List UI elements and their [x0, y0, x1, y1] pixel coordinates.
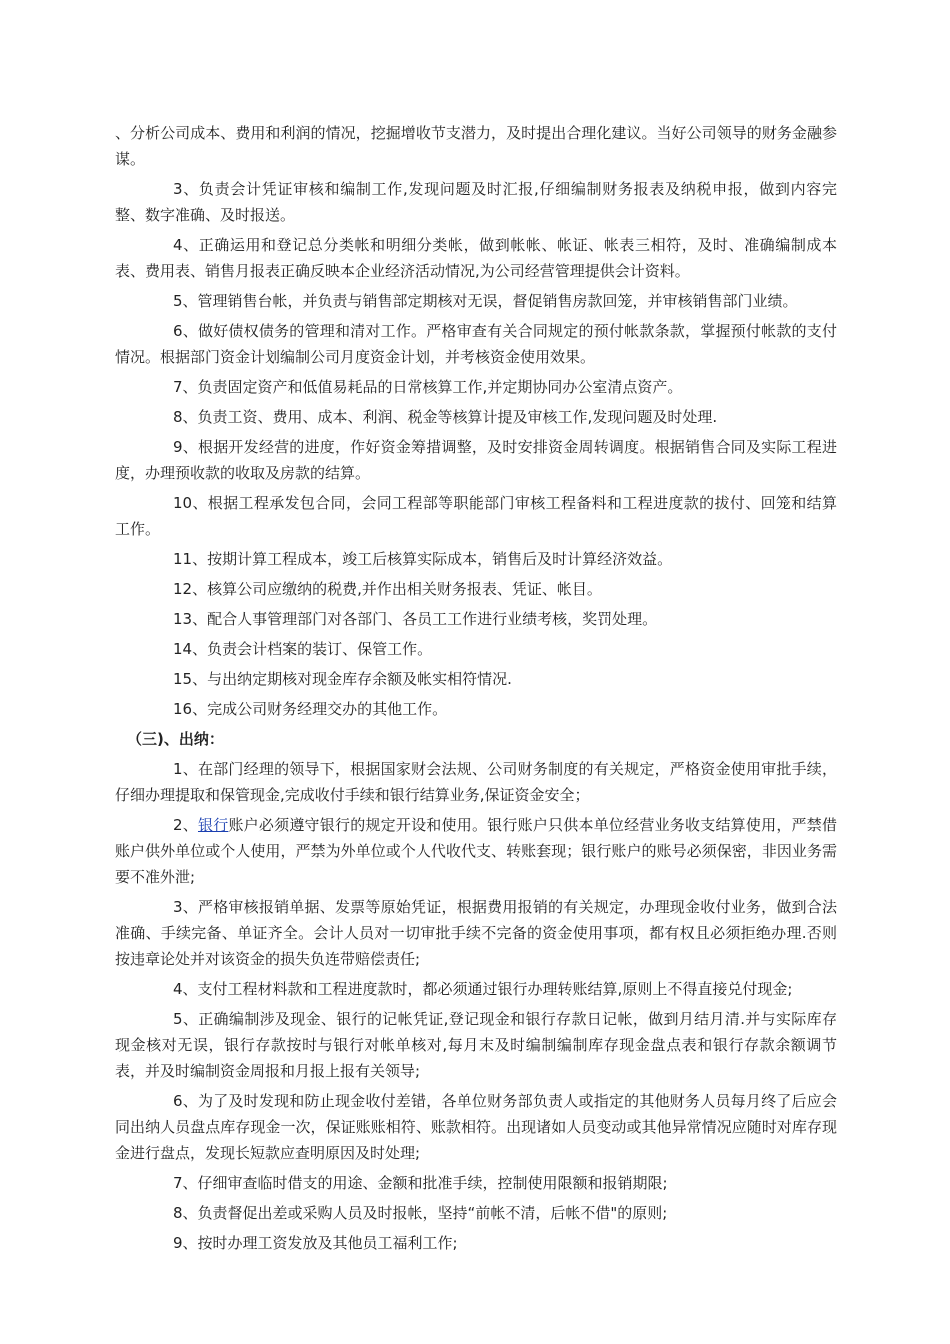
- cashier-item-9: 9、按时办理工资发放及其他员工福利工作;: [173, 1234, 458, 1252]
- accounting-item-8: 8、负责工资、费用、成本、利润、税金等核算计提及审核工作,发现问题及时处理.: [173, 408, 718, 426]
- accounting-item-4: 4、正确运用和登记总分类帐和明细分类帐，做到帐帐、帐证、帐表三相符，及时、准确编制成本表、费用表、销售月报表正确反映本企业经济活动情况,为公司经营管理提供会计资料。: [115, 236, 837, 280]
- cashier-item-2-text: 账户必须遵守银行的规定开设和使用。银行账户只供本单位经营业务收支结算使用，严禁借账户供外单位或个人使用，严禁为外单位或个人代收代支、转账套现；银行账户的账号必须保密，非因业务需要不准外泄;: [115, 816, 837, 886]
- accounting-item-3: 3、负责会计凭证审核和编制工作,发现问题及时汇报,仔细编制财务报表及纳税申报，做到内容完整、数字准确、及时报送。: [115, 180, 837, 224]
- cashier-item-5: 5、正确编制涉及现金、银行的记帐凭证,登记现金和银行存款日记帐，做到月结月清.并与实际库存现金核对无误，银行存款按时与银行对帐单核对,每月末及时编制编制库存现金盘点表和银行存款余额调节表，并及时编制资金周报和月报上报有关领导;: [115, 1010, 837, 1080]
- accounting-item-9: 9、根据开发经营的进度，作好资金筹措调整，及时安排资金周转调度。根据销售合同及实际工程进度，办理预收款的收取及房款的结算。: [115, 438, 837, 482]
- accounting-item-5: 5、管理销售台帐，并负责与销售部定期核对无误，督促销售房款回笼，并审核销售部门业绩。: [173, 292, 798, 310]
- bank-link[interactable]: 银行: [197, 816, 229, 834]
- accounting-item-14: 14、负责会计档案的装订、保管工作。: [173, 640, 433, 658]
- cashier-item-2: [115, 812, 837, 890]
- accounting-item-7: 7、负责固定资产和低值易耗品的日常核算工作,并定期协同办公室清点资产。: [173, 378, 683, 396]
- cashier-item-4: 4、支付工程材料款和工程进度款时，都必须通过银行办理转账结算,原则上不得直接兑付现金;: [173, 980, 793, 998]
- accounting-item-12: 12、核算公司应缴纳的税费,并作出相关财务报表、凭证、帐目。: [173, 580, 602, 598]
- accounting-item-15: 15、与出纳定期核对现金库存余额及帐实相符情况.: [173, 670, 512, 688]
- accounting-item-11: 11、按期计算工程成本，竣工后核算实际成本，销售后及时计算经济效益。: [173, 550, 673, 568]
- accounting-item-6: 6、做好债权债务的管理和清对工作。严格审查有关合同规定的预付帐款条款，掌握预付帐款的支付情况。根据部门资金计划编制公司月度资金计划，并考核资金使用效果。: [115, 322, 837, 366]
- intro-paragraph: 、分析公司成本、费用和利润的情况，挖掘增收节支潜力，及时提出合理化建议。当好公司领导的财务金融参谋。: [115, 124, 837, 168]
- accounting-item-13: 13、配合人事管理部门对各部门、各员工工作进行业绩考核，奖罚处理。: [173, 610, 658, 628]
- cashier-item-7: 7、仔细审查临时借支的用途、金额和批准手续，控制使用限额和报销期限;: [173, 1174, 668, 1192]
- cashier-item-6: 6、为了及时发现和防止现金收付差错，各单位财务部负责人或指定的其他财务人员每月终了后应会同出纳人员盘点库存现金一次，保证账账相符、账款相符。出现诸如人员变动或其他异常情况应随时对库存现金进行盘点，发现长短款应查明原因及时处理;: [115, 1092, 837, 1162]
- cashier-section-heading: （三)、出纳：: [127, 730, 224, 748]
- cashier-item-8: 8、负责督促出差或采购人员及时报帐，坚持“前帐不清，后帐不借"的原则;: [173, 1204, 668, 1222]
- cashier-item-2-prefix: 2、: [173, 816, 198, 834]
- accounting-item-16: 16、完成公司财务经理交办的其他工作。: [173, 700, 448, 718]
- accounting-item-10: 10、根据工程承发包合同，会同工程部等职能部门审核工程备料和工程进度款的拔付、回笼和结算工作。: [115, 494, 837, 538]
- cashier-item-3: 3、严格审核报销单据、发票等原始凭证，根据费用报销的有关规定，办理现金收付业务，做到合法准确、手续完备、单证齐全。会计人员对一切审批手续不完备的资金使用事项，都有权且必须拒绝办理.否则按违章论处并对该资金的损失负连带赔偿责任;: [115, 898, 837, 968]
- cashier-item-1: 1、在部门经理的领导下，根据国家财会法规、公司财务制度的有关规定，严格资金使用审批手续，仔细办理提取和保管现金,完成收付手续和银行结算业务,保证资金安全；: [115, 760, 837, 804]
- document-page: [115, 120, 837, 1260]
